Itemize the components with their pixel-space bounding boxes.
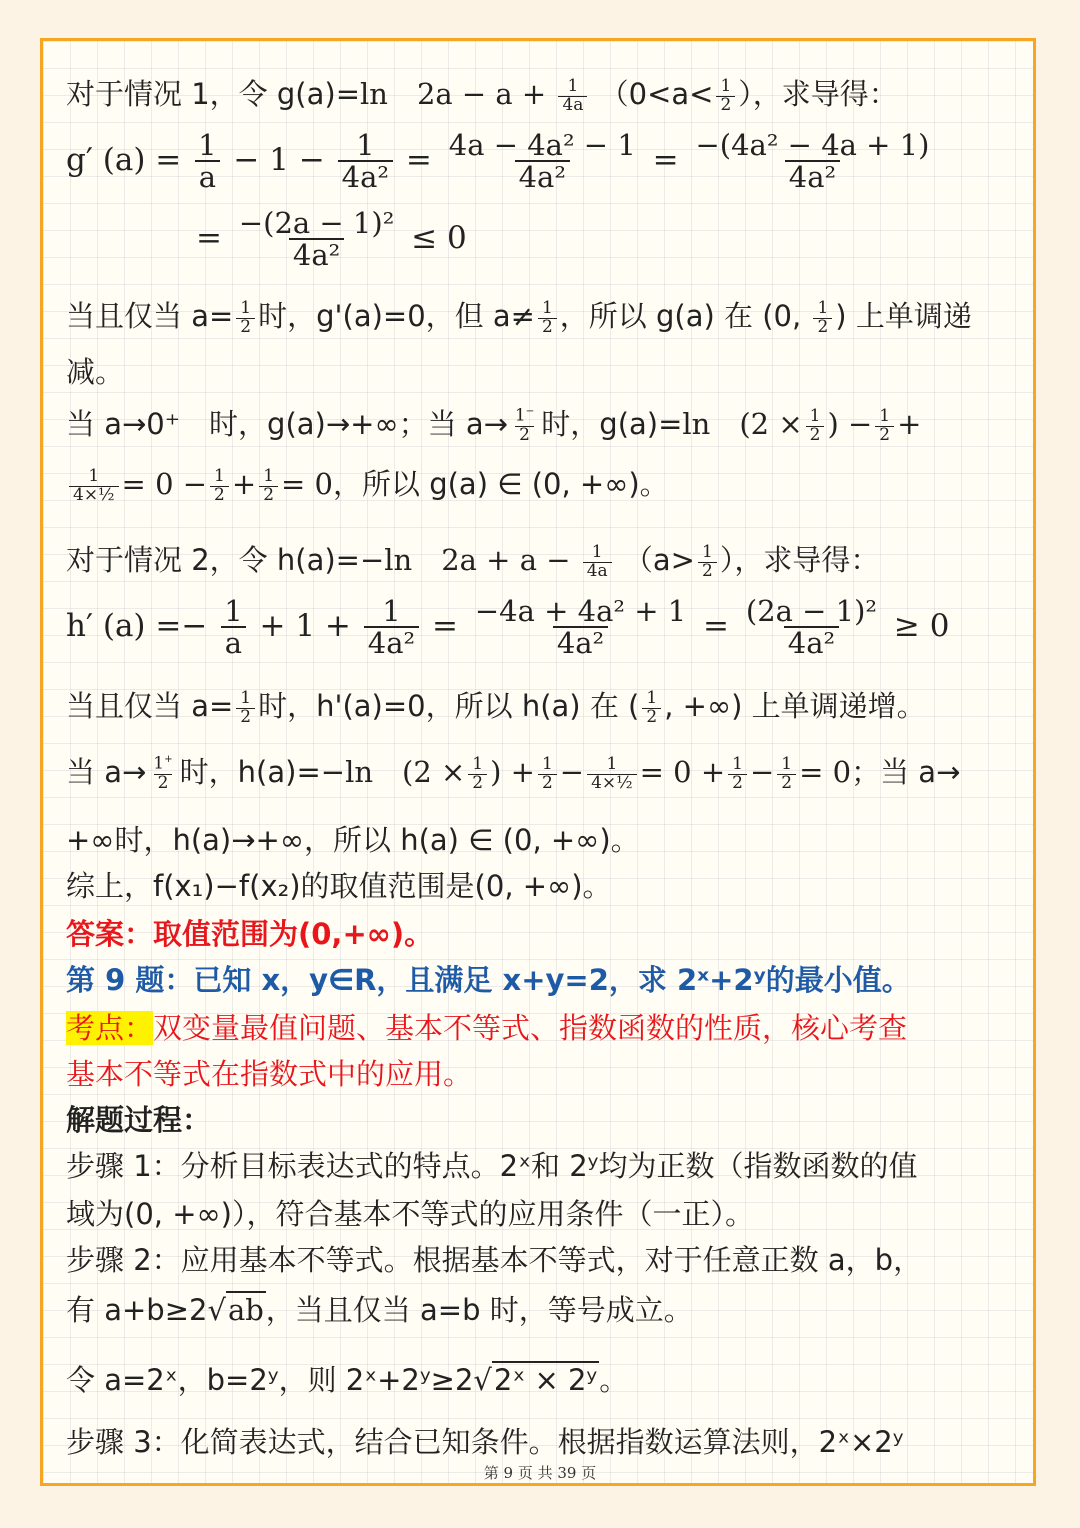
fraction: $\frac{1}{4a}$ <box>558 78 587 115</box>
process-heading: 解题过程： <box>66 1103 212 1137</box>
line-h-monotone: 当且仅当 a= $\frac{1}{2}$ 时，h'(a)=0，所以 h(a) 在 ( $\frac{1}{2}$ , +∞) 上单调递增。 <box>66 687 926 727</box>
step3-line-1: 步骤 3：化简表达式，结合已知条件。根据指数运算法则，2ˣ×2ʸ <box>66 1425 904 1459</box>
line-case2-def: 对于情况 2，令 h(a)=−ln 2a + a − $\frac{1}{4a}$ （a> $\frac{1}{2}$ ），求导得： <box>66 541 880 581</box>
line-g-range: $\frac{1}{\text{4×½}}$ = 0 − $\frac{1}{2}$ + $\frac{1}{2}$ = 0，所以 g(a) ∈ (0, +∞)。 <box>66 464 669 504</box>
step2-line-3: 令 a=2ˣ，b=2ʸ，则 2ˣ+2ʸ≥2√2ˣ × 2ʸ。 <box>66 1363 629 1397</box>
kaodian-line-1: 考点：双变量最值问题、基本不等式、指数函数的性质，核心考查 <box>66 1011 908 1045</box>
fraction: $\frac{1}{2}$ <box>716 78 735 115</box>
line-h-range: +∞时，h(a)→+∞，所以 h(a) ∈ (0, +∞)。 <box>66 823 640 857</box>
line-summary: 综上，f(x₁)−f(x₂)的取值范围是(0, +∞)。 <box>66 869 612 903</box>
step1-line-2: 域为(0, +∞)），符合基本不等式的应用条件（一正）。 <box>66 1197 754 1231</box>
line-g-derivative-cont: = $\frac{\text{−(2a − 1)²}}{\text{4a²}}$ ≤ 0 <box>196 206 467 273</box>
kaodian-line-2: 基本不等式在指数式中的应用。 <box>66 1057 473 1091</box>
line-decrease: 减。 <box>66 355 125 389</box>
answer: 答案：取值范围为(0,+∞)。 <box>66 917 434 951</box>
line-g-derivative: g′ (a) = $\frac{1}{a}$ − 1 − $\frac{1}{\text{4a²}}$ = $\frac{\text{4a − 4a² − 1}}{\text{4a²}}$ = $\frac{\text{−(4a² − 4a + 1)}}{\text{4a²}}$ <box>66 128 930 195</box>
line-h-limits: 当 a→ $\frac{1^+}{2}$ 时，h(a)=−ln (2 × $\frac{1}{2}$ ) + $\frac{1}{2}$ − $\frac{1}{\text{4×½}}$ = 0 + $\frac{1}{2}$ − $\frac{1}{2}$ = 0；当 a→ <box>66 753 961 793</box>
step1-line-1: 步骤 1：分析目标表达式的特点。2ˣ和 2ʸ均为正数（指数函数的值 <box>66 1149 918 1183</box>
line-case1-def: 对于情况 1，令 g(a)=ln 2a − a + $\frac{1}{4a}$ （0<a< $\frac{1}{2}$ ），求导得： <box>66 75 898 115</box>
kaodian-label: 考点： <box>66 1011 154 1045</box>
line-g-monotone: 当且仅当 a= $\frac{1}{2}$ 时，g'(a)=0，但 a≠ $\frac{1}{2}$ ，所以 g(a) 在 (0, $\frac{1}{2}$ ) 上单调递 <box>66 297 972 337</box>
step2-line-1: 步骤 2：应用基本不等式。根据基本不等式，对于任意正数 a，b， <box>66 1243 923 1277</box>
page-number: 第 9 页 共 39 页 <box>483 1464 597 1482</box>
line-h-derivative: h′ (a) =− $\frac{1}{a}$ + 1 + $\frac{1}{\text{4a²}}$ = $\frac{\text{−4a + 4a² + 1}}{\text{4a²}}$ = $\frac{\text{(2a − 1)²}}{\text{4a²}}$ ≥ 0 <box>66 594 950 661</box>
line-g-limits: 当 a→0⁺ 时，g(a)→+∞；当 a→ $\frac{1^-}{2}$ 时，g(a)=ln (2 × $\frac{1}{2}$ ) − $\frac{1}{2}$ + <box>66 405 922 445</box>
step2-line-2: 有 a+b≥2√ab，当且仅当 a=b 时，等号成立。 <box>66 1293 693 1327</box>
text: 对于情况 1，令 g(a)=ln 2a − a + <box>66 77 547 111</box>
question-9: 第 9 题：已知 x，y∈R，且满足 x+y=2，求 2ˣ+2ʸ的最小值。 <box>66 963 911 997</box>
